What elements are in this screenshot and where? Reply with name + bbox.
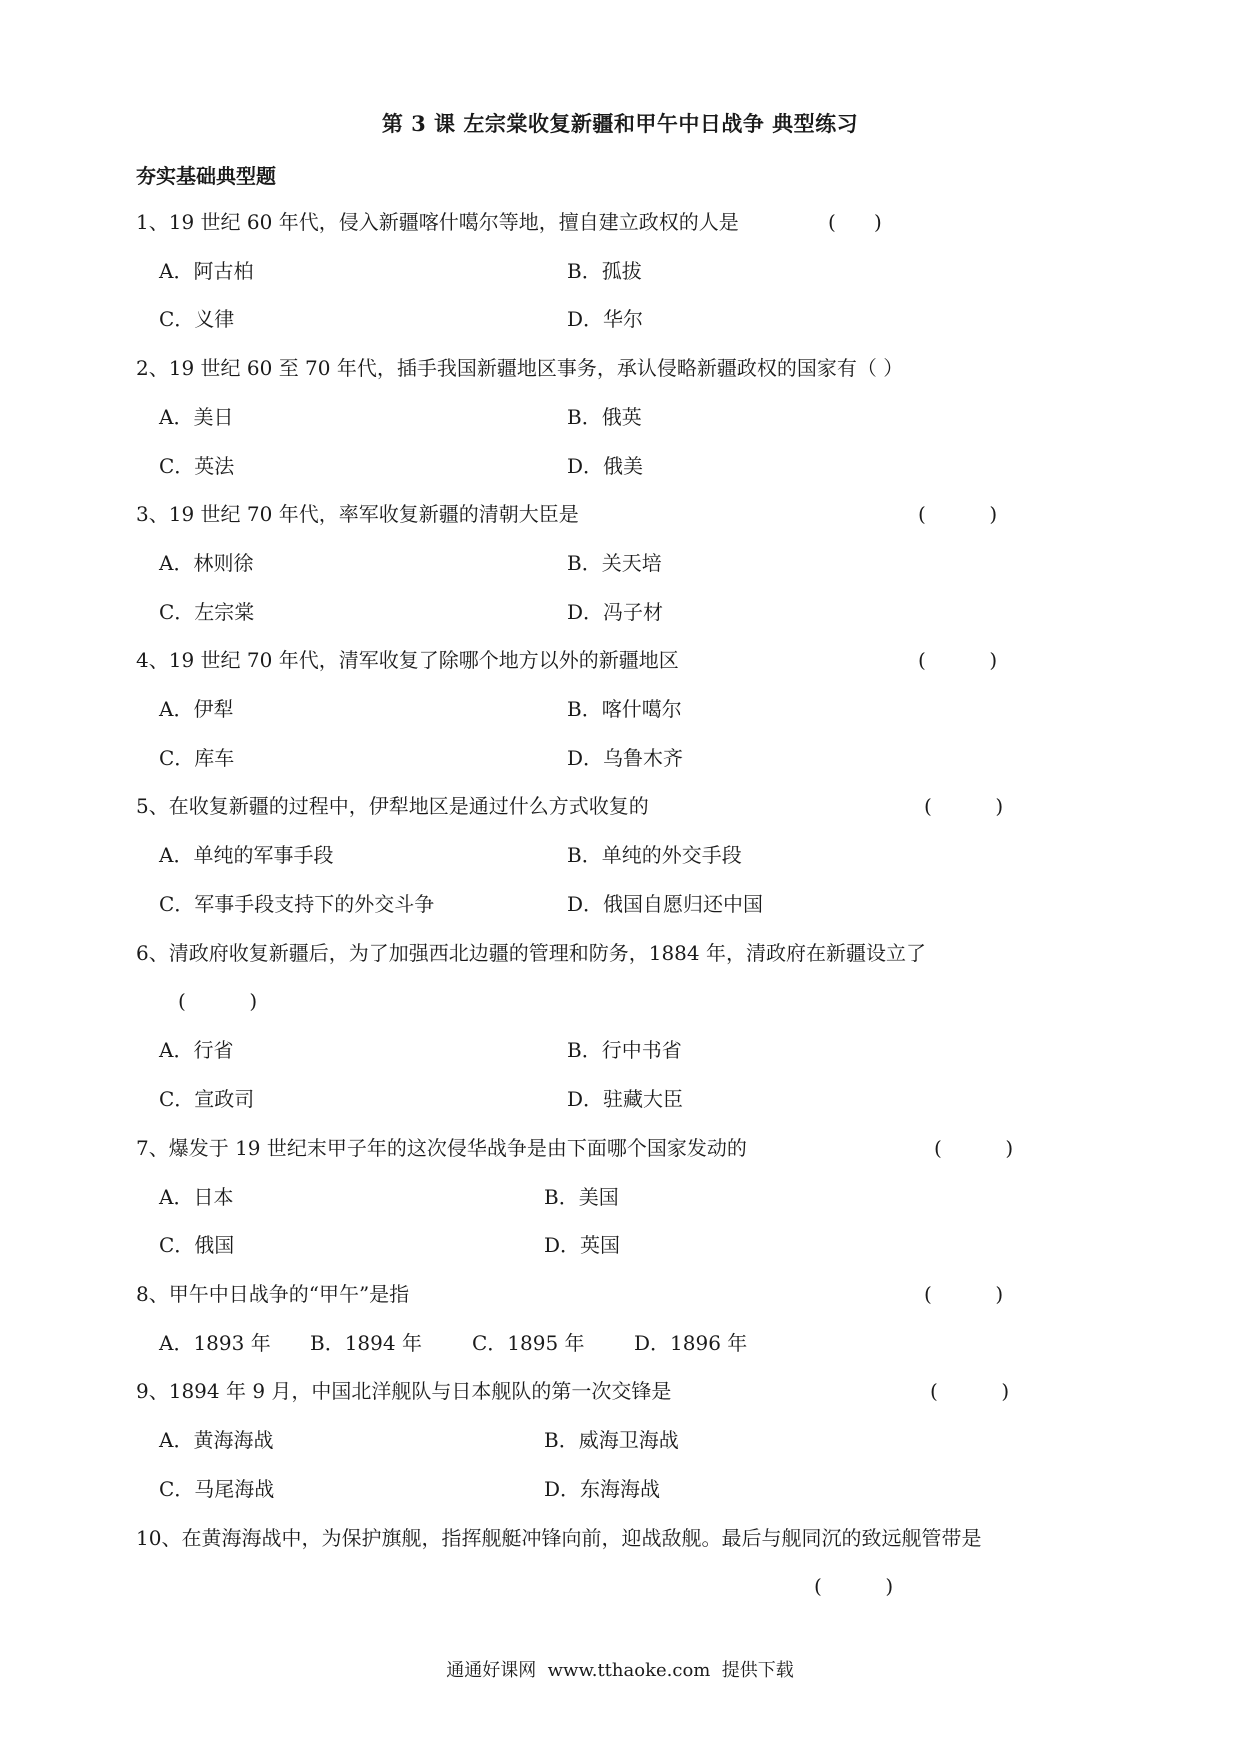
q2-option-b: B．俄英 bbox=[567, 405, 642, 429]
q1-option-d: D．华尔 bbox=[567, 307, 644, 331]
answer-paren-10: ( ) bbox=[814, 1574, 894, 1598]
question-1: 1、19 世纪 60 年代，侵入新疆喀什噶尔等地，擅自建立政权的人是 bbox=[136, 210, 739, 234]
section-heading: 夯实基础典型题 bbox=[136, 164, 276, 188]
page-footer: 通通好课网 www.tthaoke.com 提供下载 bbox=[446, 1660, 794, 1681]
q5-option-c: C．军事手段支持下的外交斗争 bbox=[159, 892, 435, 916]
question-5: 5、在收复新疆的过程中，伊犁地区是通过什么方式收复的 bbox=[136, 794, 649, 818]
q3-option-b: B．关天培 bbox=[567, 551, 662, 575]
answer-paren-1: ( ) bbox=[828, 210, 882, 234]
question-6: 6、清政府收复新疆后，为了加强西北边疆的管理和防务，1884 年，清政府在新疆设立了 bbox=[136, 941, 926, 965]
q3-option-c: C．左宗棠 bbox=[159, 600, 255, 624]
question-9: 9、1894 年 9 月，中国北洋舰队与日本舰队的第一次交锋是 bbox=[136, 1379, 672, 1403]
answer-paren-8: ( ) bbox=[924, 1282, 1004, 1306]
q3-option-a: A．林则徐 bbox=[159, 551, 254, 575]
q8-option-d: D．1896 年 bbox=[634, 1331, 748, 1355]
q8-option-b: B．1894 年 bbox=[310, 1331, 422, 1355]
q9-option-a: A．黄海海战 bbox=[159, 1428, 274, 1452]
q5-option-a: A．单纯的军事手段 bbox=[159, 843, 334, 867]
q4-option-d: D．乌鲁木齐 bbox=[567, 746, 684, 770]
page-title: 第 3 课 左宗棠收复新疆和甲午中日战争 典型练习 bbox=[381, 111, 859, 136]
q2-option-c: C．英法 bbox=[159, 454, 235, 478]
question-10: 10、在黄海海战中，为保护旗舰，指挥舰艇冲锋向前，迎战敌舰。最后与舰同沉的致远舰管带是 bbox=[136, 1526, 982, 1550]
q1-option-a: A．阿古柏 bbox=[159, 259, 254, 283]
q4-option-a: A．伊犁 bbox=[159, 697, 234, 721]
q1-option-b: B．孤拔 bbox=[567, 259, 642, 283]
answer-paren-3: ( ) bbox=[918, 502, 998, 526]
q7-option-c: C．俄国 bbox=[159, 1233, 235, 1257]
answer-paren-5: ( ) bbox=[924, 794, 1004, 818]
answer-paren-4: ( ) bbox=[918, 648, 998, 672]
q7-option-a: A．日本 bbox=[159, 1185, 234, 1209]
q6-option-d: D．驻藏大臣 bbox=[567, 1087, 684, 1111]
q2-option-d: D．俄美 bbox=[567, 454, 644, 478]
q7-option-d: D．英国 bbox=[544, 1233, 621, 1257]
q8-option-a: A．1893 年 bbox=[159, 1331, 271, 1355]
question-4: 4、19 世纪 70 年代，清军收复了除哪个地方以外的新疆地区 bbox=[136, 648, 679, 672]
q6-option-c: C．宣政司 bbox=[159, 1087, 255, 1111]
q6-option-a: A．行省 bbox=[159, 1038, 234, 1062]
q6-option-b: B．行中书省 bbox=[567, 1038, 682, 1062]
q5-option-b: B．单纯的外交手段 bbox=[567, 843, 742, 867]
question-3: 3、19 世纪 70 年代，率军收复新疆的清朝大臣是 bbox=[136, 502, 579, 526]
q7-option-b: B．美国 bbox=[544, 1185, 619, 1209]
q4-option-c: C．库车 bbox=[159, 746, 235, 770]
q8-option-c: C．1895 年 bbox=[472, 1331, 585, 1355]
question-7: 7、爆发于 19 世纪末甲子年的这次侵华战争是由下面哪个国家发动的 bbox=[136, 1136, 747, 1160]
question-8: 8、甲午中日战争的“甲午”是指 bbox=[136, 1282, 410, 1306]
answer-paren-7: ( ) bbox=[934, 1136, 1014, 1160]
q3-option-d: D．冯子材 bbox=[567, 600, 664, 624]
q4-option-b: B．喀什噶尔 bbox=[567, 697, 682, 721]
q2-option-a: A．美日 bbox=[159, 405, 234, 429]
answer-paren-6: ( ) bbox=[178, 989, 258, 1013]
q9-option-b: B．威海卫海战 bbox=[544, 1428, 679, 1452]
q5-option-d: D．俄国自愿归还中国 bbox=[567, 892, 764, 916]
q9-option-c: C．马尾海战 bbox=[159, 1477, 275, 1501]
q1-option-c: C．义律 bbox=[159, 307, 235, 331]
question-2: 2、19 世纪 60 至 70 年代，插手我国新疆地区事务，承认侵略新疆政权的国家有（ ） bbox=[136, 356, 904, 380]
answer-paren-9: ( ) bbox=[930, 1379, 1010, 1403]
q9-option-d: D．东海海战 bbox=[544, 1477, 661, 1501]
